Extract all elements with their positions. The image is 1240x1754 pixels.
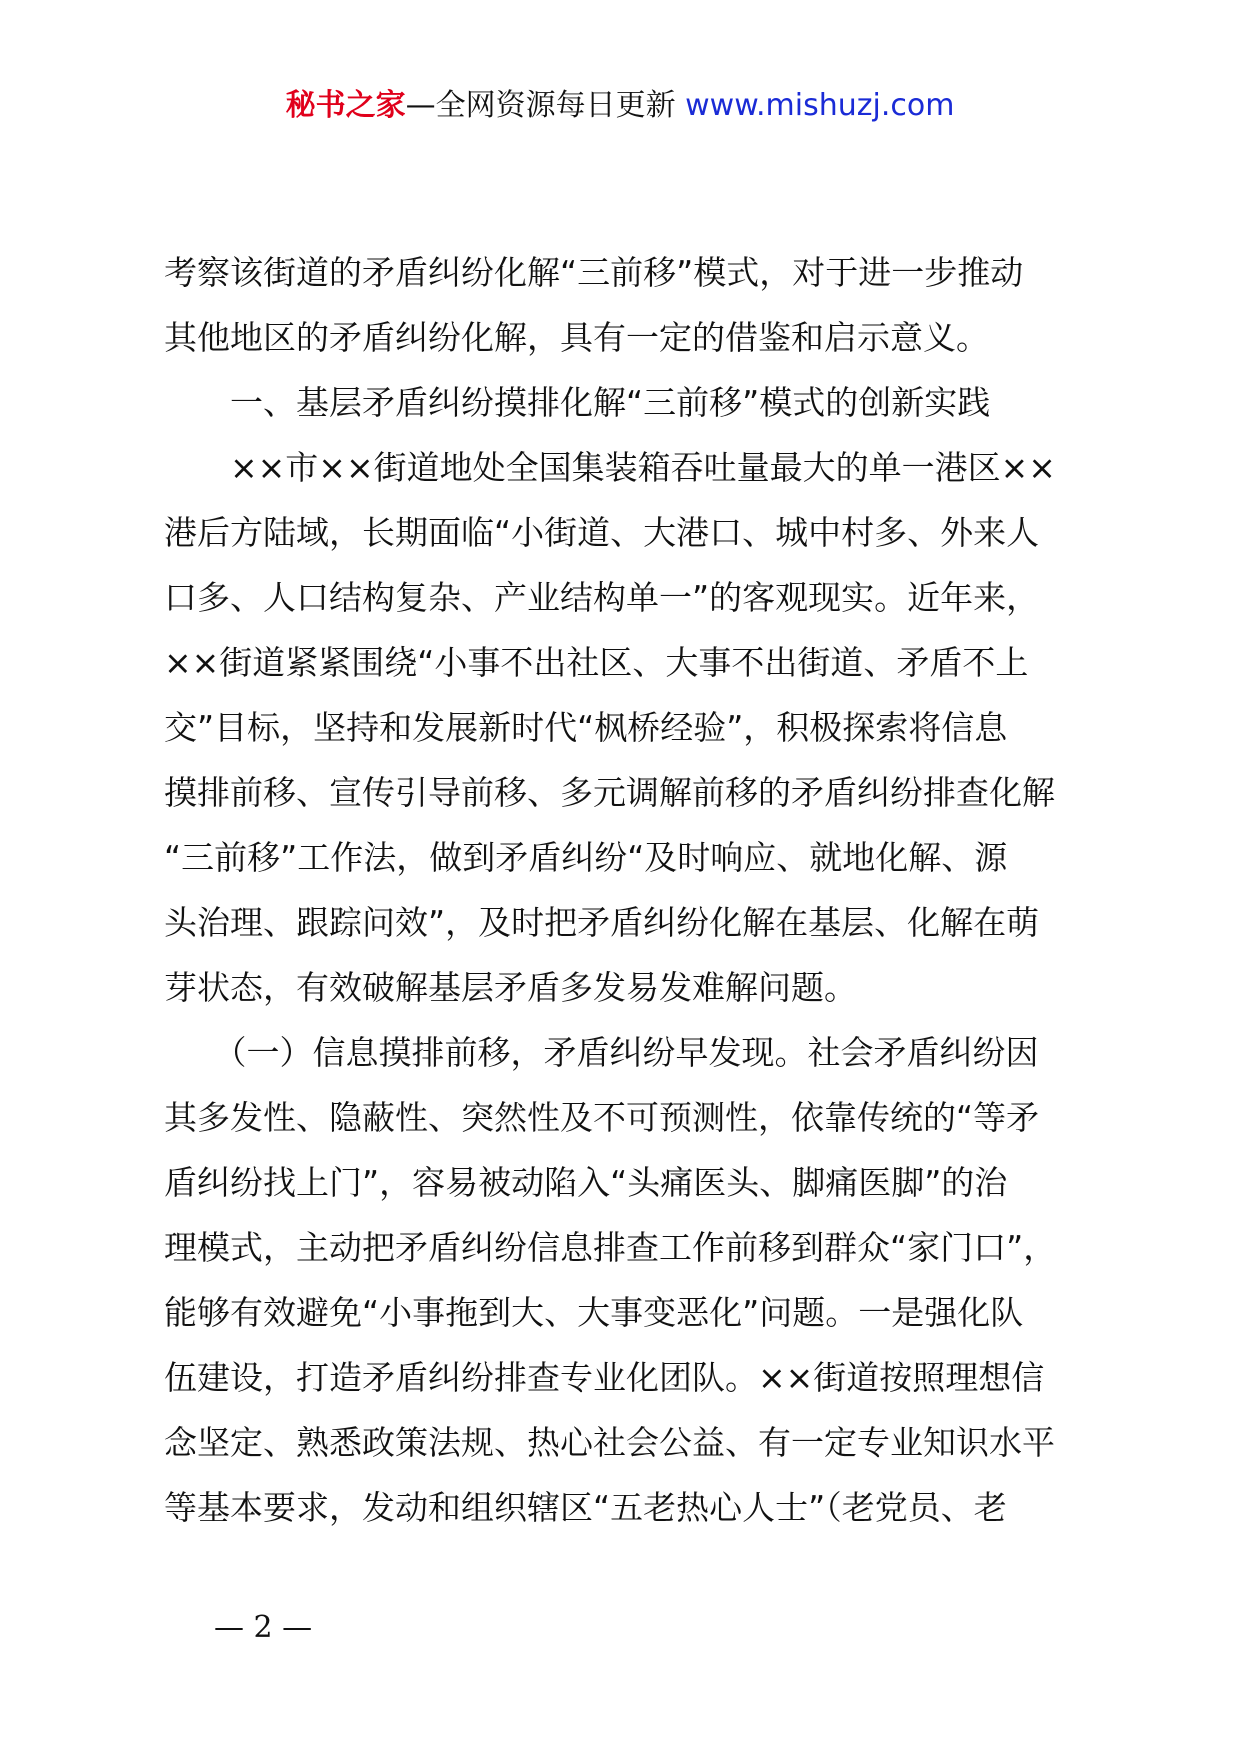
text-line: 伍建设，打造矛盾纠纷排查专业化团队。××街道按照理想信 — [164, 1358, 1045, 1397]
text-line: 其他地区的矛盾纠纷化解，具有一定的借鉴和启示意义。 — [164, 318, 989, 357]
document-body — [164, 240, 1094, 1540]
text-line: 头治理、跟踪问效”，及时把矛盾纠纷化解在基层、化解在萌 — [164, 903, 1040, 942]
section-heading: 一、基层矛盾纠纷摸排化解“三前移”模式的创新实践 — [164, 383, 991, 422]
text-line: 交”目标，坚持和发展新时代“枫桥经验”，积极探索将信息 — [164, 708, 1008, 747]
text-line: 口多、人口结构复杂、产业结构单一”的客观现实。近年来， — [164, 578, 1040, 617]
brand-name: 秘书之家 — [285, 88, 406, 123]
text-line: 盾纠纷找上门”，容易被动陷入“头痛医头、脚痛医脚”的治 — [164, 1163, 1008, 1202]
header-tagline: —全网资源每日更新 — [405, 88, 676, 123]
text-line: ××市××街道地处全国集装箱吞吐量最大的单一港区×× — [164, 448, 1056, 487]
text-line: （一）信息摸排前移，矛盾纠纷早发现。社会矛盾纠纷因 — [164, 1033, 1039, 1072]
site-header — [0, 86, 1240, 126]
text-line: 考察该街道的矛盾纠纷化解“三前移”模式，对于进一步推动 — [164, 253, 1024, 292]
text-line: ××街道紧紧围绕“小事不出社区、大事不出街道、矛盾不上 — [164, 643, 1029, 682]
text-line: “三前移”工作法，做到矛盾纠纷“及时响应、就地化解、源 — [164, 838, 1008, 877]
text-line: 能够有效避免“小事拖到大、大事变恶化”问题。一是强化队 — [164, 1293, 1024, 1332]
text-line: 等基本要求，发动和组织辖区“五老热心人士”（老党员、老 — [164, 1488, 1007, 1527]
text-line: 理模式，主动把矛盾纠纷信息排查工作前移到群众“家门口”， — [164, 1228, 1057, 1267]
text-line: 摸排前移、宣传引导前移、多元调解前移的矛盾纠纷排查化解 — [164, 773, 1055, 812]
text-line: 念坚定、熟悉政策法规、热心社会公益、有一定专业知识水平 — [164, 1423, 1055, 1462]
text-line: 港后方陆域，长期面临“小街道、大港口、城中村多、外来人 — [164, 513, 1040, 552]
site-url[interactable]: www.mishuzj.com — [685, 88, 955, 123]
page-number: — 2 — — [214, 1610, 313, 1645]
text-line: 芽状态，有效破解基层矛盾多发易发难解问题。 — [164, 968, 857, 1007]
text-line: 其多发性、隐蔽性、突然性及不可预测性，依靠传统的“等矛 — [164, 1098, 1040, 1137]
